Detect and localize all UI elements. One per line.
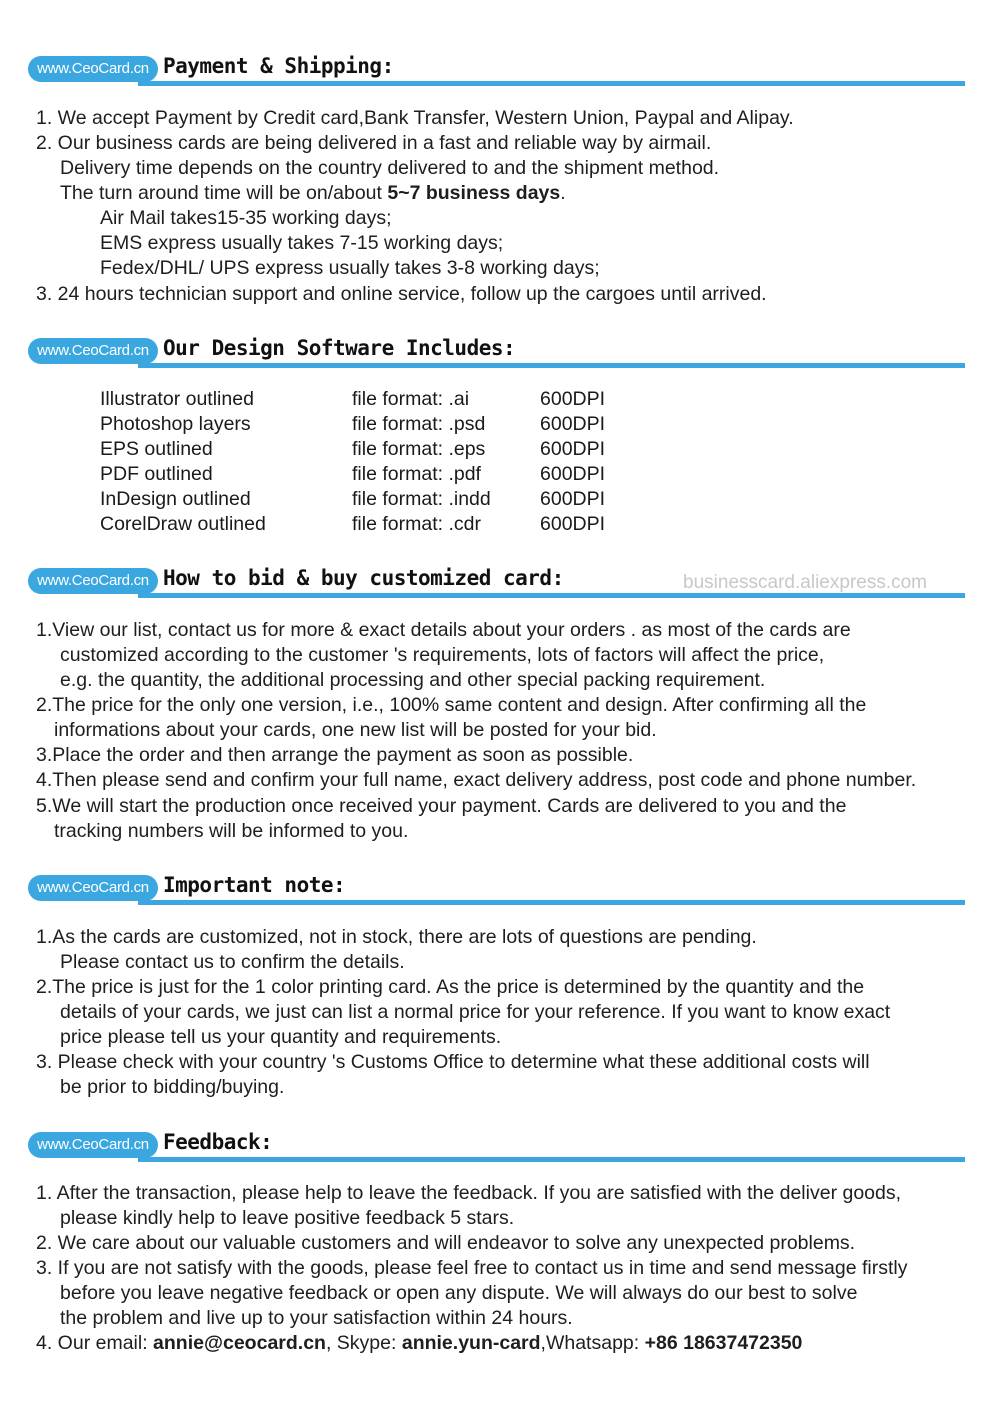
software-dpi: 600DPI xyxy=(540,463,606,485)
software-format: file format: .psd xyxy=(352,413,486,435)
section-header-note xyxy=(28,873,965,905)
list-item: 3. 24 hours technician support and online service, follow up the cargoes until arrived. xyxy=(36,283,767,305)
whatsapp-label: ,Whatsapp: xyxy=(540,1332,645,1354)
turnaround-text: The turn around time will be on/about xyxy=(60,182,388,204)
list-item: Air Mail takes15-35 working days; xyxy=(100,207,392,229)
whatsapp-number: +86 18637472350 xyxy=(644,1332,803,1354)
list-item: please kindly help to leave positive feedback 5 stars. xyxy=(60,1207,515,1229)
list-item: be prior to bidding/buying. xyxy=(60,1076,285,1098)
divider xyxy=(138,81,965,86)
list-item: tracking numbers will be informed to you. xyxy=(54,820,409,842)
divider xyxy=(138,593,965,598)
list-item: e.g. the quantity, the additional processing and other special packing requirement. xyxy=(60,669,766,691)
list-item: EMS express usually takes 7-15 working days; xyxy=(100,232,504,254)
software-name: Illustrator outlined xyxy=(100,388,254,410)
section-title: Our Design Software Includes: xyxy=(163,336,516,360)
turnaround-days: 5~7 business days xyxy=(387,182,561,204)
software-format: file format: .eps xyxy=(352,438,486,460)
section-header-software xyxy=(28,336,965,368)
list-item: 3. Please check with your country 's Customs Office to determine what these additional costs will xyxy=(36,1051,870,1073)
section-title: Payment & Shipping: xyxy=(163,54,394,78)
software-dpi: 600DPI xyxy=(540,438,606,460)
list-item: informations about your cards, one new list will be posted for your bid. xyxy=(54,719,657,741)
brand-pill: www.CeoCard.cn xyxy=(28,338,158,364)
list-item: 1.View our list, contact us for more & exact details about your orders . as most of the cards are xyxy=(36,619,851,641)
list-item: before you leave negative feedback or open any dispute. We will always do our best to solve xyxy=(60,1282,858,1304)
section-title: Feedback: xyxy=(163,1130,273,1154)
list-item xyxy=(60,181,566,206)
brand-pill: www.CeoCard.cn xyxy=(28,875,158,901)
list-item: 2.The price for the only one version, i.e., 100% same content and design. After confirming all the xyxy=(36,694,867,716)
divider xyxy=(138,363,965,368)
contact-prefix: 4. Our email: xyxy=(36,1332,154,1354)
email-link[interactable]: annie@ceocard.cn xyxy=(153,1332,326,1354)
software-dpi: 600DPI xyxy=(540,413,606,435)
list-item: Please contact us to confirm the details. xyxy=(60,951,405,973)
list-item: 2. Our business cards are being delivered in a fast and reliable way by airmail. xyxy=(36,132,712,154)
list-item: 4.Then please send and confirm your full name, exact delivery address, post code and phone number. xyxy=(36,769,917,791)
list-item: Fedex/DHL/ UPS express usually takes 3-8 working days; xyxy=(100,257,600,279)
list-item: price please tell us your quantity and requirements. xyxy=(60,1026,502,1048)
list-item: 2. We care about our valuable customers and will endeavor to solve any unexpected problems. xyxy=(36,1232,856,1254)
section-header-feedback xyxy=(28,1130,965,1162)
software-name: CorelDraw outlined xyxy=(100,513,266,535)
list-item: details of your cards, we just can list a normal price for your reference. If you want to know exact xyxy=(60,1001,891,1023)
section-title: How to bid & buy customized card: xyxy=(163,566,564,590)
brand-pill: www.CeoCard.cn xyxy=(28,568,158,594)
list-item: 1. We accept Payment by Credit card,Bank Transfer, Western Union, Paypal and Alipay. xyxy=(36,107,794,129)
software-format: file format: .ai xyxy=(352,388,470,410)
list-item: 2.The price is just for the 1 color printing card. As the price is determined by the quantity and the xyxy=(36,976,865,998)
section-header-bid xyxy=(28,566,965,598)
software-name: EPS outlined xyxy=(100,438,213,460)
list-item: 1.As the cards are customized, not in stock, there are lots of questions are pending. xyxy=(36,926,757,948)
brand-pill: www.CeoCard.cn xyxy=(28,56,158,82)
software-format: file format: .pdf xyxy=(352,463,481,485)
software-dpi: 600DPI xyxy=(540,513,606,535)
section-title: Important note: xyxy=(163,873,346,897)
turnaround-period: . xyxy=(560,182,566,204)
divider xyxy=(138,900,965,905)
software-format: file format: .indd xyxy=(352,488,491,510)
section-header-payment xyxy=(28,54,965,86)
list-item: 5.We will start the production once received your payment. Cards are delivered to you and the xyxy=(36,795,847,817)
list-item: 3.Place the order and then arrange the payment as soon as possible. xyxy=(36,744,634,766)
brand-pill: www.CeoCard.cn xyxy=(28,1132,158,1158)
list-item: Delivery time depends on the country delivered to and the shipment method. xyxy=(60,157,720,179)
software-format: file format: .cdr xyxy=(352,513,481,535)
software-name: InDesign outlined xyxy=(100,488,251,510)
software-dpi: 600DPI xyxy=(540,488,606,510)
software-name: PDF outlined xyxy=(100,463,213,485)
list-item: 3. If you are not satisfy with the goods, please feel free to contact us in time and send message firstly xyxy=(36,1257,908,1279)
skype-label: , Skype: xyxy=(325,1332,402,1354)
skype-id: annie.yun-card xyxy=(401,1332,541,1354)
list-item: the problem and live up to your satisfaction within 24 hours. xyxy=(60,1307,573,1329)
list-item: 1. After the transaction, please help to leave the feedback. If you are satisfied with the deliver goods, xyxy=(36,1182,902,1204)
contact-line xyxy=(36,1331,802,1356)
software-name: Photoshop layers xyxy=(100,413,251,435)
divider xyxy=(138,1157,965,1162)
list-item: customized according to the customer 's requirements, lots of factors will affect the price, xyxy=(60,644,825,666)
watermark: businesscard.aliexpress.com xyxy=(683,572,927,593)
software-dpi: 600DPI xyxy=(540,388,606,410)
